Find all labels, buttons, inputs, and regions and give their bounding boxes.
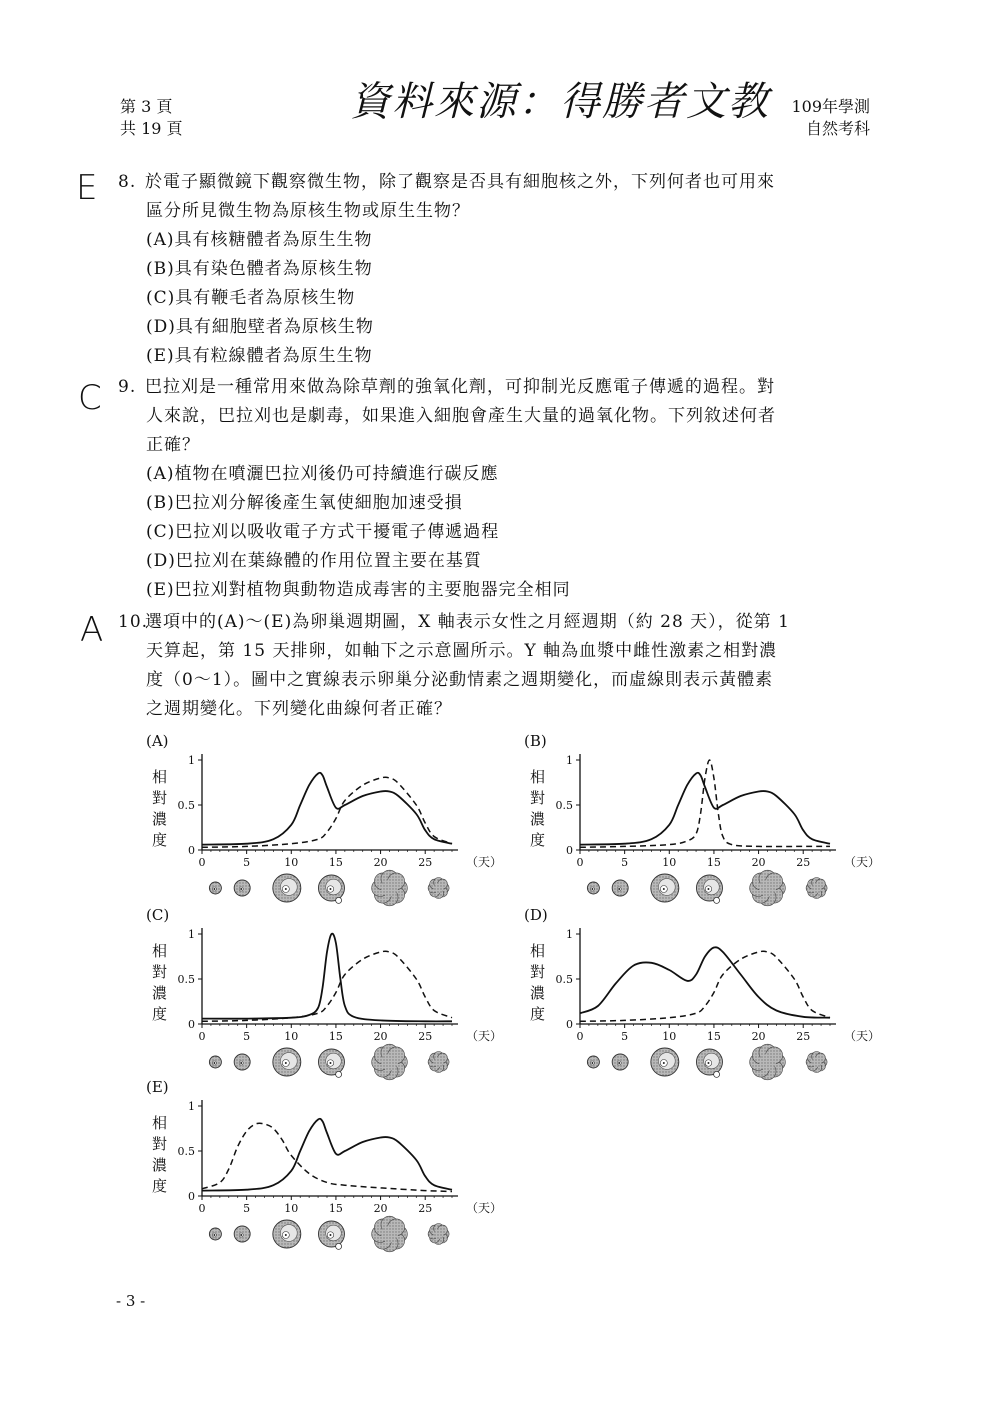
x-tick-label: 15 (328, 856, 343, 869)
question-9 (118, 373, 878, 605)
follicle-ovulating-icon (318, 1221, 344, 1249)
question-stem-line: 區分所見微生物為原核生物或原生生物？ (146, 201, 470, 221)
x-axis-unit: （天） (466, 1201, 503, 1215)
x-tick-label: 25 (796, 1030, 811, 1043)
question-number: 10. (118, 612, 149, 632)
x-tick-label: 0 (576, 1030, 584, 1043)
x-tick-label: 25 (418, 1202, 433, 1215)
question-number: 9. (118, 377, 137, 397)
chart-svg (140, 1078, 503, 1268)
follicle-corpus-icon (750, 870, 786, 906)
y-tick-label: 0 (188, 844, 195, 857)
x-tick-label: 0 (198, 856, 206, 869)
y-axis-label-char: 對 (152, 963, 168, 981)
chart-label: (C) (146, 906, 170, 924)
x-axis-unit: （天） (466, 1029, 503, 1043)
follicle-small-icon (209, 1056, 221, 1068)
y-axis-label-char: 濃 (530, 984, 546, 1002)
follicle-regressing-icon (806, 878, 827, 899)
y-axis-label-char: 對 (152, 789, 168, 807)
follicle-regressing-icon (428, 1224, 449, 1245)
question-stem-line: 人來說，巴拉刈也是劇毒，如果進入細胞會產生大量的過氧化物。下列敘述何者 (146, 406, 776, 426)
progesterone-line (580, 760, 830, 847)
follicle-large-icon (273, 1048, 301, 1076)
chart-d (518, 906, 881, 1100)
follicle-large-icon (651, 1048, 679, 1076)
chart-label: (E) (146, 1078, 169, 1096)
x-tick-label: 15 (328, 1030, 343, 1043)
follicle-regressing-icon (428, 1052, 449, 1073)
y-tick-label: 0.5 (555, 973, 573, 986)
y-tick-label: 0 (188, 1018, 195, 1031)
y-axis-label-char: 濃 (152, 984, 168, 1002)
x-tick-label: 10 (662, 1030, 677, 1043)
x-tick-label: 20 (373, 856, 388, 869)
y-axis-label-char: 度 (152, 831, 168, 849)
exam-header (790, 96, 870, 140)
x-tick-label: 5 (621, 856, 629, 869)
chart-b (518, 732, 881, 926)
follicle-large-icon (273, 1220, 301, 1248)
option-c: (C)具有鞭毛者為原核生物 (146, 288, 356, 308)
question-stem-line: 選項中的(A)～(E)為卵巢週期圖，X 軸表示女性之月經週期（約 28 天），從第 1 (145, 612, 790, 632)
question-stem-line: 天算起，第 15 天排卵，如軸下之示意圖所示。Y 軸為血漿中雌性激素之相對濃 (146, 641, 778, 661)
follicle-ovulating-icon (318, 1049, 344, 1077)
y-tick-label: 0 (566, 844, 573, 857)
chart-e (140, 1078, 503, 1272)
y-tick-label: 0.5 (555, 799, 573, 812)
y-axis-label-char: 濃 (530, 810, 546, 828)
x-tick-label: 0 (198, 1202, 206, 1215)
x-tick-label: 10 (284, 856, 299, 869)
y-axis-label-char: 對 (530, 789, 546, 807)
page-current: 第 3 頁 (120, 97, 173, 116)
chart-a (140, 732, 503, 926)
follicle-small-icon (587, 882, 599, 894)
option-a: (A)植物在噴灑巴拉刈後仍可持續進行碳反應 (146, 464, 499, 484)
y-axis-label-char: 度 (530, 1005, 546, 1023)
follicle-small-icon (209, 1228, 221, 1240)
y-axis-label-char: 濃 (152, 810, 168, 828)
progesterone-line (580, 951, 830, 1021)
x-tick-label: 0 (198, 1030, 206, 1043)
question-stem-line: 於電子顯微鏡下觀察微生物，除了觀察是否具有細胞核之外，下列何者也可用來 (145, 172, 775, 192)
question-stem-line: 巴拉刈是一種常用來做為除草劑的強氧化劑，可抑制光反應電子傳遞的過程。對 (145, 377, 775, 397)
question-stem-line: 之週期變化。下列變化曲線何者正確？ (146, 699, 452, 719)
handwritten-title: 資料來源：得勝者文教 (350, 79, 770, 125)
y-axis-label-char: 度 (530, 831, 546, 849)
estrogen-line (202, 1119, 452, 1191)
follicle-small-icon (209, 882, 221, 894)
x-tick-label: 15 (706, 1030, 721, 1043)
y-tick-label: 1 (188, 928, 195, 941)
estrogen-line (580, 947, 830, 1017)
follicle-large-icon (651, 874, 679, 902)
follicle-corpus-icon (372, 1216, 408, 1252)
x-tick-label: 10 (662, 856, 677, 869)
y-tick-label: 0 (566, 1018, 573, 1031)
handwritten-answer-q8: E (76, 168, 98, 208)
question-stem-line: 度（0～1）。圖中之實線表示卵巢分泌動情素之週期變化，而虛線則表示黃體素 (146, 670, 774, 690)
y-axis-label-char: 相 (152, 768, 168, 786)
y-tick-label: 0.5 (177, 1145, 195, 1158)
option-b: (B)具有染色體者為原核生物 (146, 259, 373, 279)
follicle-corpus-icon (372, 870, 408, 906)
option-c: (C)巴拉刈以吸收電子方式干擾電子傳遞過程 (146, 522, 500, 542)
question-10 (118, 608, 878, 724)
progesterone-line (202, 951, 452, 1021)
x-tick-label: 5 (243, 856, 251, 869)
y-tick-label: 0 (188, 1190, 195, 1203)
x-axis-unit: （天） (466, 855, 503, 869)
question-number: 8. (118, 172, 137, 192)
y-axis-label-char: 相 (152, 942, 168, 960)
follicle-medium-icon (234, 1226, 250, 1242)
question-stem-line: 正確？ (146, 435, 200, 455)
y-tick-label: 1 (188, 1100, 195, 1113)
chart-svg (140, 906, 503, 1096)
x-tick-label: 20 (373, 1202, 388, 1215)
option-e: (E)巴拉刈對植物與動物造成毒害的主要胞器完全相同 (146, 580, 571, 600)
follicle-ovulating-icon (318, 875, 344, 903)
x-tick-label: 0 (576, 856, 584, 869)
y-axis-label-char: 對 (530, 963, 546, 981)
follicle-medium-icon (234, 1054, 250, 1070)
x-tick-label: 5 (621, 1030, 629, 1043)
y-axis-label-char: 對 (152, 1135, 168, 1153)
option-d: (D)具有細胞壁者為原核生物 (146, 317, 374, 337)
chart-svg (140, 732, 503, 922)
follicle-regressing-icon (428, 878, 449, 899)
chart-svg (518, 906, 881, 1096)
page-total: 共 19 頁 (120, 119, 183, 138)
follicle-corpus-icon (750, 1044, 786, 1080)
x-tick-label: 20 (751, 856, 766, 869)
x-tick-label: 15 (328, 1202, 343, 1215)
estrogen-line (580, 773, 830, 845)
y-tick-label: 0.5 (177, 799, 195, 812)
x-tick-label: 25 (796, 856, 811, 869)
x-axis-unit: （天） (844, 855, 881, 869)
y-tick-label: 1 (566, 754, 573, 767)
chart-svg (518, 732, 881, 922)
page-number-header (120, 96, 183, 140)
y-axis-label-char: 相 (530, 768, 546, 786)
estrogen-line (202, 773, 452, 845)
x-tick-label: 15 (706, 856, 721, 869)
follicle-corpus-icon (372, 1044, 408, 1080)
x-tick-label: 20 (373, 1030, 388, 1043)
y-axis-label-char: 度 (152, 1005, 168, 1023)
x-tick-label: 10 (284, 1030, 299, 1043)
page-number-footer: - 3 - (116, 1292, 146, 1310)
y-axis-label-char: 濃 (152, 1156, 168, 1174)
option-e: (E)具有粒線體者為原生生物 (146, 346, 373, 366)
chart-label: (B) (524, 732, 547, 750)
x-tick-label: 10 (284, 1202, 299, 1215)
chart-label: (D) (524, 906, 548, 924)
chart-c (140, 906, 503, 1100)
follicle-medium-icon (234, 880, 250, 896)
y-tick-label: 1 (188, 754, 195, 767)
x-tick-label: 5 (243, 1202, 251, 1215)
option-a: (A)具有核糖體者為原生生物 (146, 230, 373, 250)
chart-label: (A) (146, 732, 169, 750)
follicle-ovulating-icon (696, 875, 722, 903)
follicle-medium-icon (612, 880, 628, 896)
follicle-large-icon (273, 874, 301, 902)
follicle-ovulating-icon (696, 1049, 722, 1077)
exam-subject: 自然考科 (805, 119, 870, 138)
x-axis-unit: （天） (844, 1029, 881, 1043)
x-tick-label: 20 (751, 1030, 766, 1043)
x-tick-label: 25 (418, 1030, 433, 1043)
x-tick-label: 25 (418, 856, 433, 869)
x-tick-label: 5 (243, 1030, 251, 1043)
follicle-small-icon (587, 1056, 599, 1068)
exam-year: 109年學測 (791, 97, 870, 116)
handwritten-answer-q10: A (80, 610, 104, 650)
y-tick-label: 0.5 (177, 973, 195, 986)
y-axis-label-char: 相 (530, 942, 546, 960)
y-axis-label-char: 度 (152, 1177, 168, 1195)
handwritten-answer-q9: C (78, 378, 102, 418)
follicle-regressing-icon (806, 1052, 827, 1073)
option-d: (D)巴拉刈在葉綠體的作用位置主要在基質 (146, 551, 482, 571)
follicle-medium-icon (612, 1054, 628, 1070)
y-tick-label: 1 (566, 928, 573, 941)
y-axis-label-char: 相 (152, 1114, 168, 1132)
option-b: (B)巴拉刈分解後產生氧使細胞加速受損 (146, 493, 463, 513)
question-8 (118, 168, 878, 371)
